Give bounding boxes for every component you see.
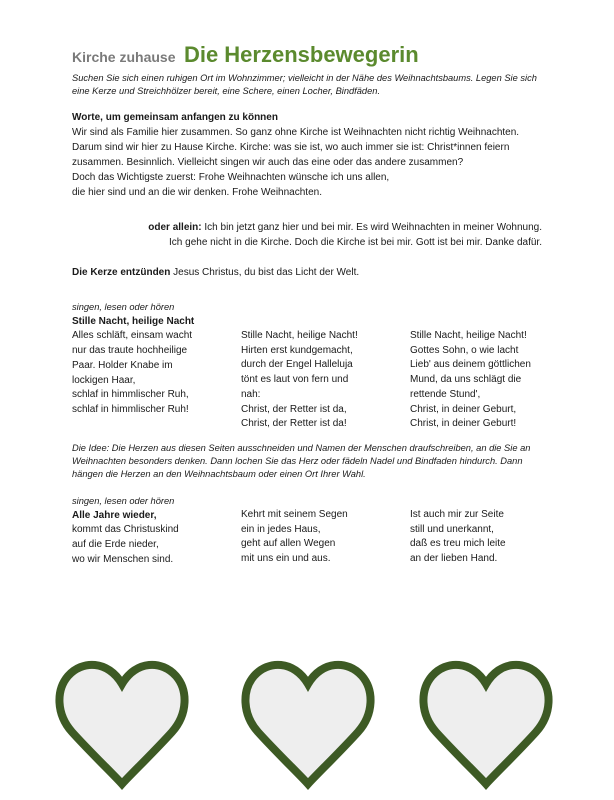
song-line: Stille Nacht, heilige Nacht! xyxy=(241,330,358,341)
song2-verse2 xyxy=(241,508,348,567)
song2-verse3 xyxy=(410,508,506,567)
song-line: Ist auch mir zur Seite xyxy=(410,509,504,520)
song2-verse1 xyxy=(72,494,179,568)
opening-line: Wir sind als Familie hier zusammen. So ganz ohne Kirche ist Weihnachten nicht richtig Weihnachten. xyxy=(72,127,520,138)
song-line: wo wir Menschen sind. xyxy=(72,553,174,565)
candle-label: Die Kerze entzünden xyxy=(72,267,171,278)
song-line: tönt es laut von fern und xyxy=(241,374,349,386)
heart-cutout-1[interactable] xyxy=(52,652,192,792)
song1-verse3 xyxy=(410,329,531,432)
song-line: ein in jedes Haus, xyxy=(241,523,321,535)
idea-line: hängen die Herzen an den Weihnachtsbaum oder einen Ort Ihrer Wahl. xyxy=(72,469,366,479)
song-line: lockigen Haar, xyxy=(72,374,136,386)
alone-label: oder allein: xyxy=(148,222,202,233)
song-line: Mund, da uns schlägt die xyxy=(410,374,522,386)
song1-title: Stille Nacht, heilige Nacht xyxy=(72,315,195,327)
song-line: geht auf allen Wegen xyxy=(241,538,336,550)
song-line: daß es treu mich leite xyxy=(410,538,506,550)
alone-text-1: Ich bin jetzt ganz hier und bei mir. Es wird Weihnachten in meiner Wohnung. xyxy=(201,222,542,233)
candle-section xyxy=(72,267,359,278)
alone-prayer xyxy=(132,220,542,250)
page-header xyxy=(72,42,419,68)
page-title: Die Herzensbewegerin xyxy=(183,42,419,67)
opening-line: die hier sind und an die wir denken. Frohe Weihnachten. xyxy=(72,187,322,198)
candle-text: Jesus Christus, du bist das Licht der Welt. xyxy=(170,267,360,278)
intro-line: Suchen Sie sich einen ruhigen Ort im Wohnzimmer; vielleicht in der Nähe des Weihnachtsbaums. Legen Sie sich xyxy=(72,73,537,83)
song-line: Stille Nacht, heilige Nacht! xyxy=(410,330,527,341)
alone-line-2: Ich gehe nicht in die Kirche. Doch die Kirche ist bei mir. Gott ist bei mir. Danke dafür. xyxy=(169,237,542,248)
song-line: Christ, in deiner Geburt! xyxy=(410,418,517,430)
song-line: rettende Stund', xyxy=(410,388,481,400)
intro-line: eine Kerze und Streichhölzer bereit, eine Schere, einen Locher, Bindfäden. xyxy=(72,86,381,96)
opening-section xyxy=(72,110,519,200)
song-line: Lieb' aus deinem göttlichen xyxy=(410,359,531,371)
song-line: Gottes Sohn, o wie lacht xyxy=(410,344,519,356)
song-line: kommt das Christuskind xyxy=(72,524,179,536)
header-kicker: Kirche zuhause xyxy=(72,49,176,65)
song-line: mit uns ein und aus. xyxy=(241,553,331,565)
song-line: still und unerkannt, xyxy=(410,523,494,535)
idea-line: Weihnachten besonders denken. Dann lochen Sie das Herz oder fädeln Nadel und Bindfaden hindurch. Dann xyxy=(72,456,523,466)
song-line: an der lieben Hand. xyxy=(410,553,498,565)
song-line: nur das traute hochheilige xyxy=(72,345,188,357)
song1-verse1 xyxy=(72,300,194,418)
song-line: Paar. Holder Knabe im xyxy=(72,359,173,371)
song-line: schlaf in himmlischer Ruh, xyxy=(72,389,189,401)
song-line: Kehrt mit seinem Segen xyxy=(241,509,348,520)
song-line: Alles schläft, einsam wacht xyxy=(72,330,193,342)
intro-text xyxy=(72,72,552,98)
heart-cutout-2[interactable] xyxy=(238,652,378,792)
song-line: schlaf in himmlischer Ruh! xyxy=(72,403,189,415)
opening-line: Doch das Wichtigste zuerst: Frohe Weihnachten wünsche ich uns allen, xyxy=(72,172,390,183)
song-line: Christ, der Retter ist da! xyxy=(241,418,347,430)
idea-text xyxy=(72,442,548,481)
song-line: auf die Erde nieder, xyxy=(72,539,159,551)
song-line: Hirten erst kundgemacht, xyxy=(241,344,353,356)
song-line: durch der Engel Halleluja xyxy=(241,359,353,371)
opening-line: zusammen. Besinnlich. Vielleicht singen wir auch das eine oder das andere zusammen? xyxy=(72,157,464,168)
idea-line: Die Idee: Die Herzen aus diesen Seiten ausschneiden und Namen der Menschen draufschreiben, an die Sie an xyxy=(72,443,531,453)
song-line: nah: xyxy=(241,388,261,400)
song-line: Christ, der Retter ist da, xyxy=(241,403,347,415)
song2-instruction: singen, lesen oder hören xyxy=(72,496,175,506)
song-line: Christ, in deiner Geburt, xyxy=(410,403,517,415)
song1-verse2 xyxy=(241,329,358,432)
song1-instruction: singen, lesen oder hören xyxy=(72,302,175,312)
alone-line-1 xyxy=(132,220,542,235)
opening-heading: Worte, um gemeinsam anfangen zu können xyxy=(72,112,278,123)
song2-title: Alle Jahre wieder, xyxy=(72,509,157,521)
heart-cutout-3[interactable] xyxy=(416,652,556,792)
opening-line: Darum sind wir hier zu Hause Kirche. Kirche: was sie ist, wo auch immer sie ist: Christ*innen feiern xyxy=(72,142,510,153)
